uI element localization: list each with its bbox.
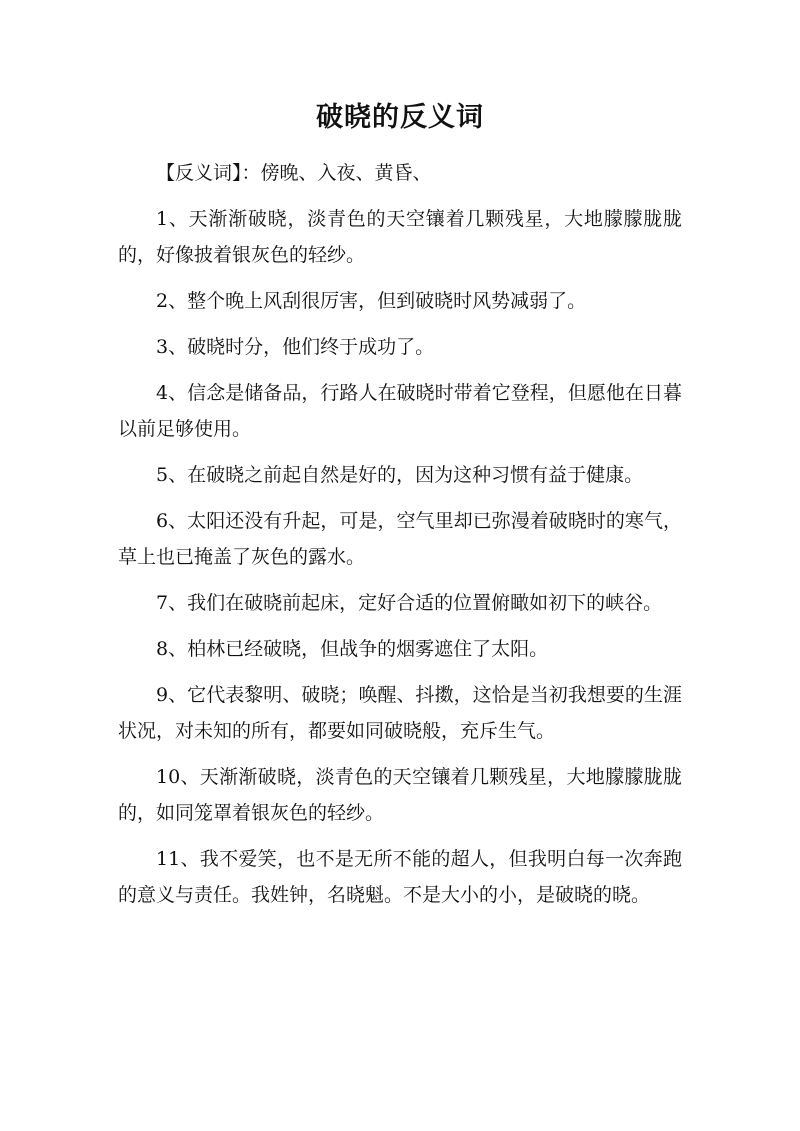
paragraph-antonyms: 【反义词】：傍晚、入夜、黄昏、 <box>156 162 432 184</box>
document-body <box>118 155 682 923</box>
paragraph-example-4: 4、信念是储备品，行路人在破晓时带着它登程，但愿他在日暮以前足够使用。 <box>118 382 682 440</box>
paragraph-example-8: 8、柏林已经破晓，但战争的烟雾遮住了太阳。 <box>156 638 549 660</box>
document-title: 破晓的反义词 <box>316 102 484 133</box>
paragraph-example-11: 11、我不爱笑，也不是无所不能的超人，但我明白每一次奔跑的意义与责任。我姓钟，名晓魁。不是大小的小，是破晓的晓。 <box>118 848 682 906</box>
paragraph-example-10: 10、天渐渐破晓，淡青色的天空镶着几颗残星，大地朦朦胧胧的，如同笼罩着银灰色的轻纱。 <box>118 766 682 824</box>
paragraph-example-5: 5、在破晓之前起自然是好的，因为这种习惯有益于健康。 <box>156 464 644 486</box>
paragraph-example-3: 3、破晓时分，他们终于成功了。 <box>156 336 435 358</box>
paragraph-example-1: 1、天渐渐破晓，淡青色的天空镶着几颗残星，大地朦朦胧胧的，好像披着银灰色的轻纱。 <box>118 208 682 266</box>
paragraph-example-6: 6、太阳还没有升起，可是，空气里却已弥漫着破晓时的寒气，草上也已掩盖了灰色的露水。 <box>118 510 682 568</box>
paragraph-example-9: 9、它代表黎明、破晓；唤醒、抖擞，这恰是当初我想要的生涯状况，对未知的所有，都要如同破晓般，充斥生气。 <box>118 684 682 742</box>
paragraph-example-7: 7、我们在破晓前起床，定好合适的位置俯瞰如初下的峡谷。 <box>156 592 663 614</box>
paragraph-example-2: 2、整个晚上风刮很厉害，但到破晓时风势减弱了。 <box>156 290 587 312</box>
